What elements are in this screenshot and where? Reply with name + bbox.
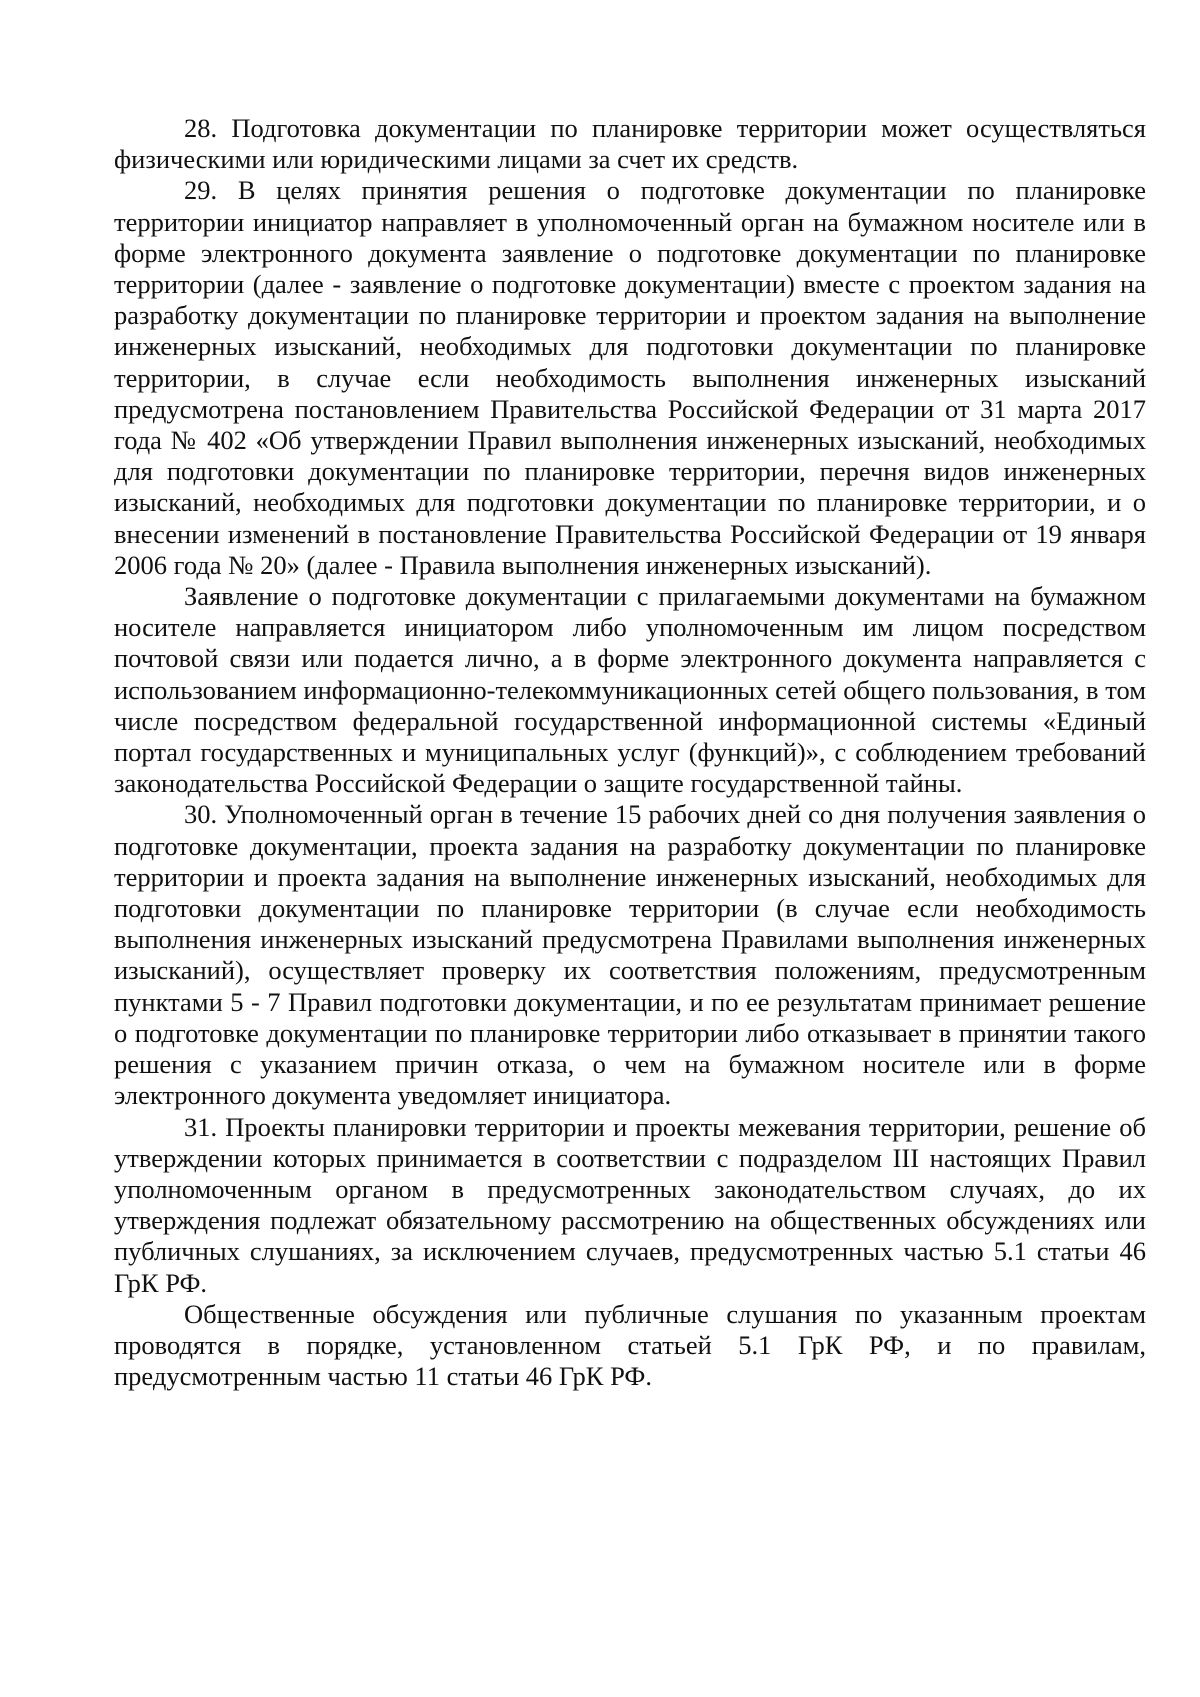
paragraph-30: 30. Уполномоченный орган в течение 15 рабочих дней со дня получения заявления о подготовке документации, проекта задания на разработку документации по планировке территории и проекта задания на выполнение инженерных изысканий, необходимых для подготовки документации по планировке территории (в случае если необходимость выполнения инженерных изысканий предусмотрена Правилами выполнения инженерных изысканий), осуществляет проверку их соответствия положениям, предусмотренным пунктами 5 - 7 Правил подготовки документации, и по ее результатам принимает решение о подготовке документации по планировке территории либо отказывает в принятии такого решения с указанием причин отказа, о чем на бумажном носителе или в форме электронного документа уведомляет инициатора. [114,799,1146,1111]
paragraph-29-application-submission: Заявление о подготовке документации с прилагаемыми документами на бумажном носителе направляется инициатором либо уполномоченным им лицом посредством почтовой связи или подается лично, а в форме электронного документа направляется с использованием информационно-телекоммуникационных сетей общего пользования, в том числе посредством федеральной государственной информационной системы «Единый портал государственных и муниципальных услуг (функций)», с соблюдением требований законодательства Российской Федерации о защите государственной тайны. [114,581,1146,799]
paragraph-31-public-hearings: Общественные обсуждения или публичные слушания по указанным проектам проводятся в порядке, установленном статьей 5.1 ГрК РФ, и по правилам, предусмотренным частью 11 статьи 46 ГрК РФ. [114,1298,1146,1392]
paragraph-28: 28. Подготовка документации по планировке территории может осуществляться физическими или юридическими лицами за счет их средств. [114,113,1146,175]
document-page [114,113,1146,1392]
paragraph-31: 31. Проекты планировки территории и проекты межевания территории, решение об утверждении которых принимается в соответствии с подразделом III настоящих Правил уполномоченным органом в предусмотренных законодательством случаях, до их утверждения подлежат обязательному рассмотрению на общественных обсуждениях или публичных слушаниях, за исключением случаев, предусмотренных частью 5.1 статьи 46 ГрК РФ. [114,1111,1146,1298]
paragraph-29: 29. В целях принятия решения о подготовке документации по планировке территории инициатор направляет в уполномоченный орган на бумажном носителе или в форме электронного документа заявление о подготовке документации по планировке территории (далее - заявление о подготовке документации) вместе с проектом задания на разработку документации по планировке территории и проектом задания на выполнение инженерных изысканий, необходимых для подготовки документации по планировке территории, в случае если необходимость выполнения инженерных изысканий предусмотрена постановлением Правительства Российской Федерации от 31 марта 2017 года № 402 «Об утверждении Правил выполнения инженерных изысканий, необходимых для подготовки документации по планировке территории, перечня видов инженерных изысканий, необходимых для подготовки документации по планировке территории, и о внесении изменений в постановление Правительства Российской Федерации от 19 января 2006 года № 20» (далее - Правила выполнения инженерных изысканий). [114,175,1146,580]
